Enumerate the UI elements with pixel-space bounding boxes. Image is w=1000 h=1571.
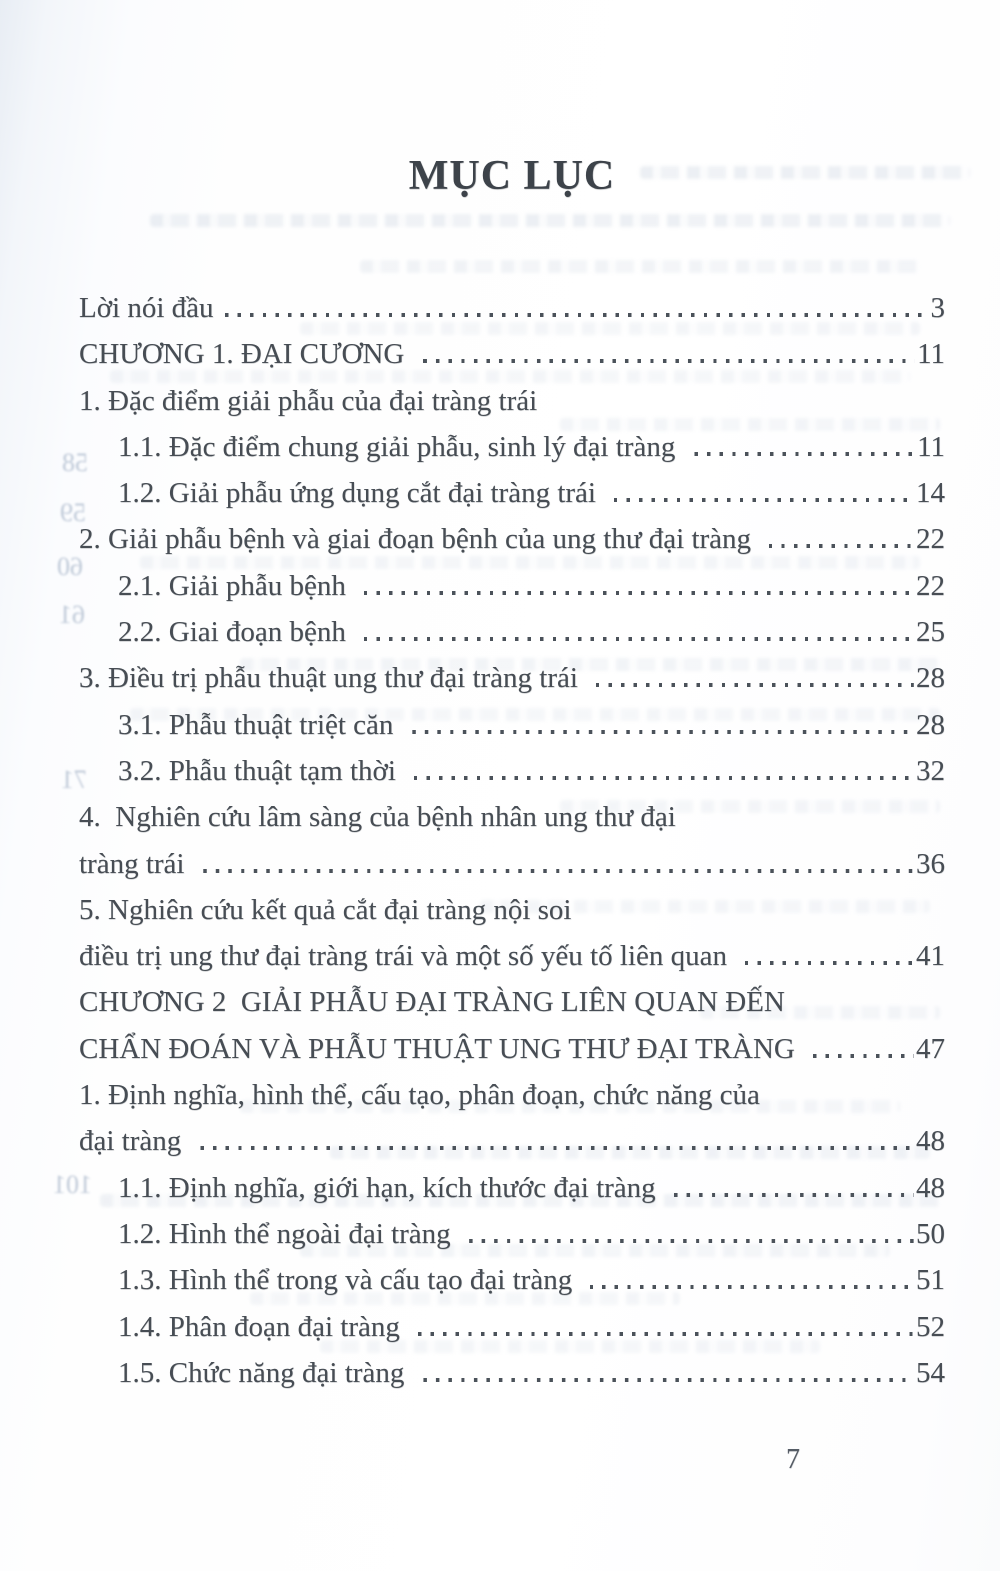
toc-entry-page: 32 [916, 754, 945, 787]
toc-entry-text: 1.1. Đặc điểm chung giải phẫu, sinh lý đại tràng [118, 430, 683, 463]
toc-entry-page: 14 [916, 477, 945, 510]
toc-entry [79, 662, 945, 708]
toc-entry [79, 1311, 945, 1357]
toc-entry-text: đại tràng [79, 1125, 189, 1158]
toc-entry-text: 2.1. Giải phẫu bệnh [118, 569, 354, 602]
page-number: 7 [786, 1444, 800, 1475]
toc-entry-text: 3. Điều trị phẫu thuật ung thư đại tràng trái [79, 662, 586, 695]
toc-entry-text: Lời nói đầu [79, 292, 214, 324]
toc-leader-dots [694, 452, 915, 456]
toc-leader-dots [225, 313, 929, 317]
bleedthrough-number: 101 [53, 1170, 92, 1199]
bleedthrough-number: 59 [60, 498, 86, 527]
toc-entry-text: 3.1. Phẫu thuật triệt căn [118, 708, 401, 741]
toc-leader-dots [364, 591, 914, 595]
toc-entry [79, 1172, 945, 1218]
toc-entry-page: 41 [916, 940, 945, 973]
toc-entry [79, 1357, 945, 1403]
toc-leader-dots [596, 683, 914, 687]
toc-leader-dots [412, 730, 914, 734]
bleedthrough-number: 61 [59, 600, 85, 629]
toc-entry-text: tràng trái [79, 847, 192, 880]
bleedthrough-number: 58 [62, 448, 88, 477]
toc-leader-dots [813, 1054, 914, 1058]
toc-entry [79, 570, 945, 616]
toc-entry [79, 1033, 945, 1079]
toc-entry [79, 1218, 945, 1264]
toc-entry-text: 2. Giải phẫu bệnh và giai đoạn bệnh của ung thư đại tràng [79, 523, 759, 556]
toc-entry-text: 1. Đặc điểm giải phẫu của đại tràng trái [79, 384, 538, 417]
toc-entry [79, 431, 945, 477]
toc-entry-page: 25 [916, 616, 945, 649]
toc-entry-text: 1.5. Chức năng đại tràng [118, 1356, 412, 1389]
toc-entry-page: 48 [916, 1171, 945, 1204]
toc-entry [79, 986, 945, 1032]
toc-entry-text: 1.4. Phân đoạn đại tràng [118, 1310, 408, 1343]
toc-entry [79, 894, 945, 940]
toc-entry-page: 3 [930, 292, 945, 324]
toc-entry-text: CHƯƠNG 2 GIẢI PHẪU ĐẠI TRÀNG LIÊN QUAN ĐẾN [79, 986, 785, 1019]
toc-entry-text: 1.1. Định nghĩa, giới hạn, kích thước đại tràng [118, 1171, 663, 1204]
bleedthrough-number: 60 [57, 552, 83, 581]
toc-entry [79, 477, 945, 523]
toc-entry [79, 1079, 945, 1125]
toc-entry-text: điều trị ung thư đại tràng trái và một số yếu tố liên quan [79, 940, 735, 973]
toc-list [79, 292, 945, 1403]
toc-leader-dots [414, 776, 914, 780]
toc-entry-page: 28 [916, 662, 945, 695]
toc-entry-text: 2.2. Giai đoạn bệnh [118, 616, 354, 649]
toc-leader-dots [769, 544, 914, 548]
toc-entry [79, 385, 945, 431]
toc-entry-text: CHƯƠNG 1. ĐẠI CƯƠNG [79, 338, 412, 371]
toc-entry-page: 11 [917, 430, 945, 463]
page-title: MỤC LỤC [408, 153, 616, 199]
toc-entry [79, 1264, 945, 1310]
toc-entry-page: 36 [916, 847, 945, 880]
toc-entry-page: 50 [916, 1217, 945, 1250]
toc-entry-page: 47 [916, 1032, 945, 1065]
toc-entry-text: 4. Nghiên cứu lâm sàng của bệnh nhân ung thư đại [79, 801, 676, 834]
toc-leader-dots [590, 1285, 914, 1289]
toc-entry-text: 1.2. Giải phẫu ứng dụng cắt đại tràng trái [118, 477, 604, 510]
toc-leader-dots [200, 1146, 914, 1150]
toc-entry-page: 28 [916, 708, 945, 741]
toc-entry [79, 709, 945, 755]
toc-leader-dots [469, 1239, 914, 1243]
toc-leader-dots [364, 637, 914, 641]
toc-entry [79, 523, 945, 569]
toc-entry [79, 755, 945, 801]
toc-leader-dots [423, 1378, 914, 1382]
toc-entry-page: 48 [916, 1125, 945, 1158]
toc-entry [79, 848, 945, 894]
toc-entry-page: 22 [916, 523, 945, 556]
toc-entry-text: CHẨN ĐOÁN VÀ PHẪU THUẬT UNG THƯ ĐẠI TRÀNG [79, 1032, 803, 1065]
toc-entry-page: 52 [916, 1310, 945, 1343]
toc-entry [79, 616, 945, 662]
toc-entry-text: 1.2. Hình thể ngoài đại tràng [118, 1217, 458, 1250]
toc-leader-dots [745, 961, 914, 965]
toc-entry-page: 11 [917, 338, 945, 371]
toc-entry [79, 1125, 945, 1171]
toc-entry [79, 801, 945, 847]
toc-leader-dots [203, 869, 914, 873]
toc-entry-page: 51 [916, 1264, 945, 1297]
toc-content [79, 152, 945, 1403]
toc-entry-page: 54 [916, 1356, 945, 1389]
toc-entry-text: 3.2. Phẫu thuật tạm thời [118, 754, 404, 787]
bleedthrough-number: 71 [61, 765, 87, 794]
toc-entry [79, 338, 945, 384]
toc-leader-dots [614, 498, 914, 502]
toc-entry-text: 5. Nghiên cứu kết quả cắt đại tràng nội soi [79, 893, 572, 926]
toc-entry [79, 292, 945, 338]
toc-leader-dots [418, 1332, 914, 1336]
toc-leader-dots [674, 1193, 914, 1197]
toc-entry-text: 1. Định nghĩa, hình thể, cấu tạo, phân đoạn, chức năng của [79, 1079, 760, 1112]
toc-entry-text: 1.3. Hình thể trong và cấu tạo đại tràng [118, 1264, 580, 1297]
toc-entry [79, 940, 945, 986]
toc-entry-page: 22 [916, 569, 945, 602]
toc-leader-dots [423, 359, 915, 363]
